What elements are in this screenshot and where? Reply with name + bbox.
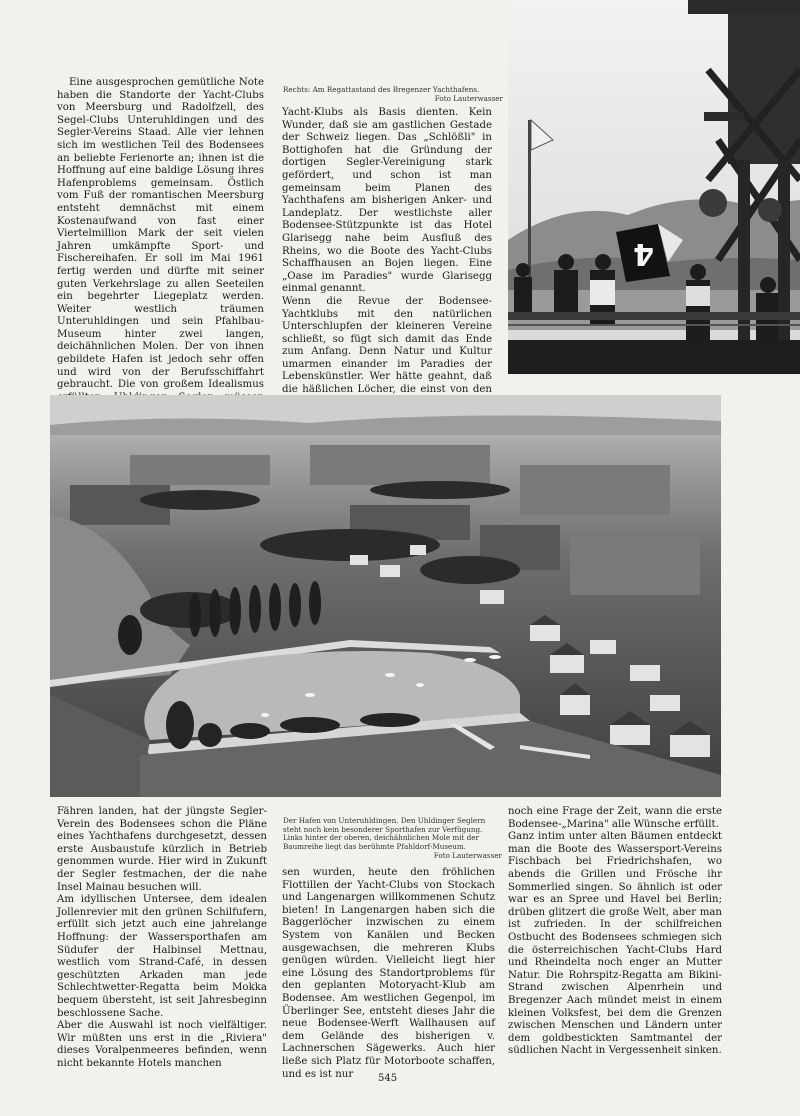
regatta-stand-image bbox=[508, 0, 800, 374]
article-column-top-2: Yacht-Klubs als Basis dienten. Kein Wunder, daß sie am gastlichen Gestade der Schweiz liegen. Das „Schlößli" in Bottighofen hat die Gründung der dortigen Segler-Vereinigung stark gefördert, und schon ist man gemeinsam beim Planen des Yachthafens am bisherigen Anker- und Landeplatz. Der westlichste aller Bodensee-Stützpunkte ist das Hotel Glarisegg nahe beim Ausfluß des Rheins, wo die Boote des Yacht-Clubs Schaffhausen an Bojen liegen. Eine „Oase im Paradies" wurde Glarisegg einmal genannt. Wenn die Revue der Bodensee-Yachtklubs mit den natürlichen Unterschlupfen der kleineren Vereine schließt, so fügt sich damit das Ende zum Anfang. Denn Natur und Kultur umarmen einander im Paradies der Lebenskünstler. Wer hätte geahnt, daß die häßlichen Löcher, die einst von den bbox=[282, 107, 492, 396]
photo-caption-harbour bbox=[283, 808, 502, 858]
article-column-top-1: Eine ausgesprochen gemütliche Note haben die Standorte der Yacht-Clubs von Meersburg und Radolfzell, des Segel-Clubs Unteruhldingen und des Segler-Vereins Staad. Alle vier lehnen sich im westlichen Teil des Bodensees an beliebte Ferienorte an; ihnen ist die Hoffnung auf eine baldige Lösung ihres Hafenproblems gemeinsam. Östlich vom Fuß der romantischen Meersburg entsteht demnächst mit einem Kostenaufwand von fast einer Viertelmillion Mark der seit vielen Jahren umkämpfte Sport- und Fischereihafen. Er soll im Mai 1961 fertig werden und dürfte mit seiner guten Verkehrslage zu allen Seeteilen ein begehrter Liegeplatz werden. Weiter westlich träumen Unteruhldingen und sein Pfahlbau-Museum hinter zwei langen, deichähnlichen Molen. Der von ihnen gebildete Hafen ist jedoch sehr offen und wird von der Berufsschiffahrt gebraucht. Die von großem Idealismus bbox=[57, 77, 264, 391]
photo-caption-regatta bbox=[283, 77, 503, 103]
article-column-bottom-1: Fähren landen, hat der jüngste Segler-Verein des Bodensees schon die Pläne eines Yachthafens durchgesetzt, dessen erste Ausbaustufe kürzlich in Betrieb genommen wurde. Hier wird in Zukunft der Segler festmachen, der die nahe Insel Mainau besuchen will. Am idyllischen Untersee, dem idealen Jollenrevier mit den grünen Schilfufern, erfüllt sich jetzt auch eine jahrelange Hoffnung: der Wassersporthafen am Südufer der Halbinsel Mettnau, westlich vom Strand-Café, in dessen geschützten Arkaden man jede Schlechtwetter-Regatta beim Mokka bequem übersteht, ist seit Jahresbeginn beschlossene Sache. Aber die Auswahl ist noch vielfältiger. Wir müßten uns erst in die „Riviera" dieses Voralpenmeeres befinden, wenn nicht bekannte Hotels manchen bbox=[57, 806, 267, 1069]
caption-credit: Foto Lauterwasser bbox=[434, 93, 503, 103]
article-column-bottom-2: sen wurden, heute den fröhlichen Flottillen der Yacht-Clubs von Stockach und Langenargen willkommenen Schutz bieten! In Langenargen haben sich die Baggerlöcher inzwischen zu einem System von Kanälen und Becken ausgewachsen, die mehreren Klubs genügen würden. Vielleicht liegt hier eine Lösung des Standortproblems für den geplanten Motoryacht-Klub am Bodensee. Am westlichen Gegenpol, im Überlinger See, entsteht dieses Jahr die neue Bodensee-Werft Wallhausen auf dem Gelände des bisherigen v. Lachnerschen Sägewerks. Auch hier ließe sich Platz für Motorboote schaffen, und es ist nur bbox=[282, 867, 495, 1080]
caption-credit: Foto Lauterwasser bbox=[433, 850, 502, 860]
caption-text: Rechts: Am Regattastand des Bregenzer Yachthafens. bbox=[283, 84, 480, 94]
harbour-aerial-image bbox=[50, 395, 721, 797]
regatta-stand-photo bbox=[508, 0, 800, 374]
caption-text: Der Hafen von Unteruhldingen. Den Uhldinger Seglern steht noch kein besonderer Sporthafen zur Verfügung. Links hinter der oberen, deichähnlichen Mole mit der Baumreihe liegt das berühmte Pfahldorf-Museum. bbox=[283, 815, 486, 852]
page-number: 545 bbox=[378, 1073, 398, 1084]
harbour-aerial-photo bbox=[50, 395, 721, 797]
flag-number: 4 bbox=[633, 236, 654, 271]
article-column-bottom-3: noch eine Frage der Zeit, wann die erste Bodensee-„Marina" alle Wünsche erfüllt. Ganz intim unter alten Bäumen entdeckt man die Boote des Wassersport-Vereins Fischbach bei Friedrichshafen, wo abends die Grillen und Frösche ihr Sommerlied singen. So ähnlich ist oder war es an Spree und Havel bei Berlin; drüben glitzert die große Welt, aber man ist zufrieden. In der schilfreichen Ostbucht des Bodensees schmiegen sich die österreichischen Yacht-Clubs Hard und Rheindelta noch enger an Mutter Natur. Die Rohrspitz-Regatta am Bikini-Strand zwischen Alpenrhein und Bregenzer Aach mündet meist in einem kleinen Volksfest, bei dem die Grenzen zwischen Menschen und Ländern unter dem goldbestickten Samtmantel der südlichen Nacht in Vergessenheit sinken. bbox=[508, 806, 722, 1057]
